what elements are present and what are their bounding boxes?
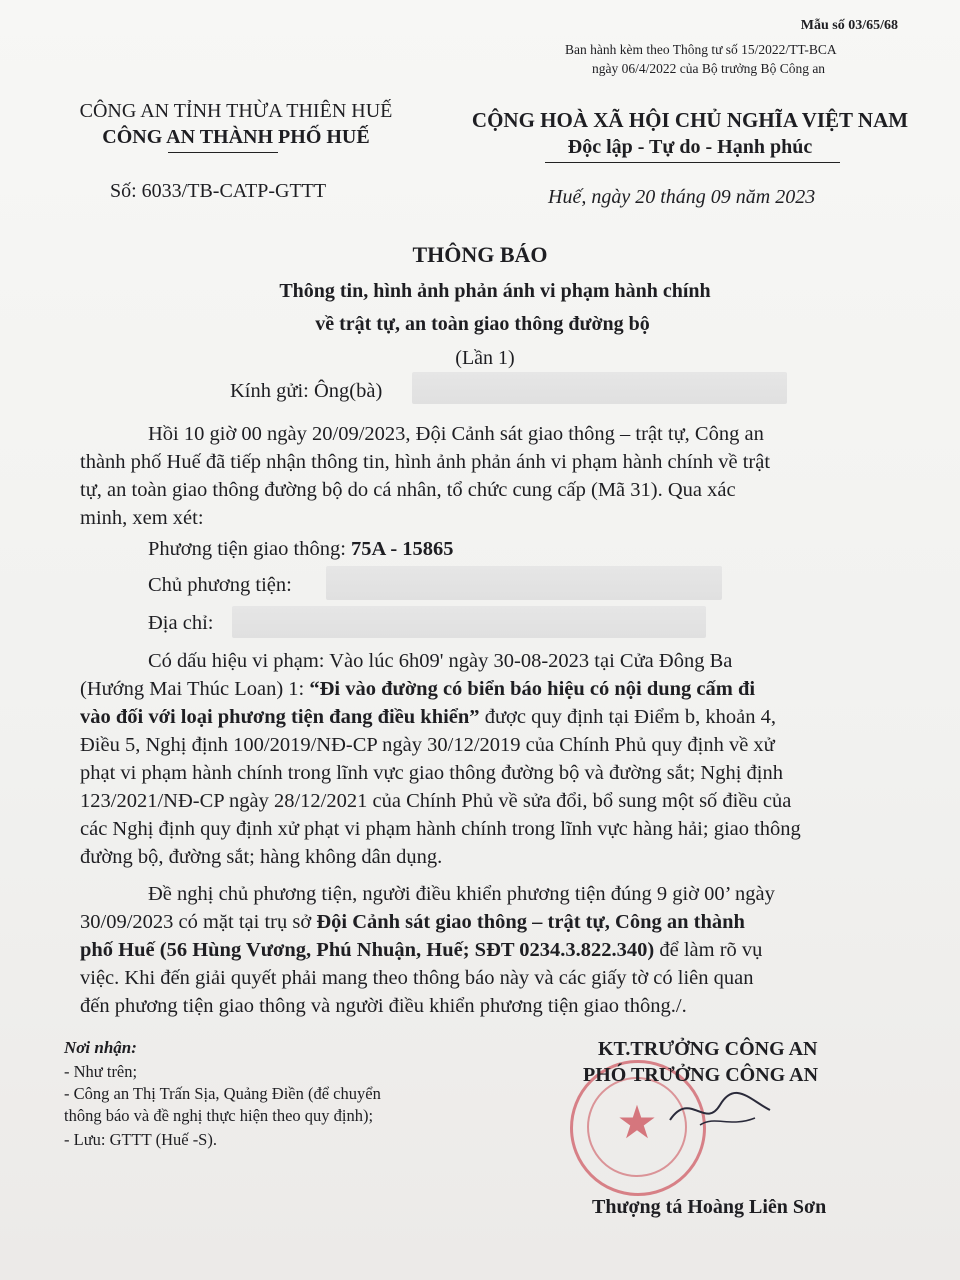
intro-line: minh, xem xét: (80, 507, 204, 529)
violation-line: Có dấu hiệu vi phạm: Vào lúc 6h09' ngày 30-08-2023 tại Cửa Đông Ba (148, 650, 733, 672)
intro-line: Hồi 10 giờ 00 ngày 20/09/2023, Đội Cảnh sát giao thông – trật tự, Công an (148, 423, 764, 445)
agency-underline (168, 152, 278, 153)
violation-regulation: được quy định tại Điểm b, khoản 4, (479, 706, 776, 728)
redacted-name (412, 372, 787, 404)
request-purpose: để làm rõ vụ (654, 939, 763, 961)
signature-title-2: PHÓ TRƯỞNG CÔNG AN (583, 1064, 819, 1086)
violation-line: đường bộ, đường sắt; hàng không dân dụng. (80, 846, 443, 868)
address-label: Địa chỉ: (148, 612, 214, 634)
violation-line: phạt vi phạm hành chính trong lĩnh vực giao thông đường bộ và đường sắt; Nghị định (80, 762, 783, 784)
agency-name: CÔNG AN THÀNH PHỐ HUẾ (102, 126, 370, 148)
document-number: Số: 6033/TB-CATP-GTTT (110, 180, 327, 202)
violation-offense: “Đi vào đường có biển báo hiệu có nội dung cấm đi (309, 678, 756, 700)
request-date: 30/09/2023 có mặt tại trụ sở (80, 911, 317, 933)
recipient-line: thông báo và đề nghị thực hiện theo quy định); (64, 1106, 374, 1125)
violation-line: các Nghị định quy định xử phạt vi phạm hành chính trong lĩnh vực hàng hải; giao thông (80, 818, 801, 840)
violation-line (80, 678, 755, 701)
signer-name: Thượng tá Hoàng Liên Sơn (592, 1196, 827, 1218)
national-motto: Độc lập - Tự do - Hạnh phúc (567, 136, 813, 158)
violation-line: 123/2021/NĐ-CP ngày 28/12/2021 của Chính Phủ về sửa đổi, bổ sung một số điều của (80, 790, 792, 812)
violation-location: (Hướng Mai Thúc Loan) 1: (80, 678, 310, 700)
attempt-number: (Lần 1) (455, 347, 515, 369)
request-office-address: phố Huế (56 Hùng Vương, Phú Nhuận, Huế; SĐT 0234.3.822.340) (80, 939, 655, 961)
agency-parent: CÔNG AN TỈNH THỪA THIÊN HUẾ (79, 100, 393, 122)
place-date: Huế, ngày 20 tháng 09 năm 2023 (548, 186, 816, 208)
redacted-owner (326, 566, 722, 600)
redacted-address (232, 606, 706, 638)
document-subtitle-1: Thông tin, hình ảnh phản ánh vi phạm hành chính (279, 280, 711, 302)
vehicle-line (148, 538, 454, 561)
document-subtitle-2: về trật tự, an toàn giao thông đường bộ (315, 313, 650, 335)
recipient-line: - Công an Thị Trấn Sịa, Quảng Điền (để chuyển (64, 1084, 381, 1103)
intro-line: thành phố Huế đã tiếp nhận thông tin, hình ảnh phản ánh vi phạm hành chính về trật (80, 451, 771, 473)
request-line (80, 939, 762, 962)
seal-star-icon: ★ (616, 1095, 658, 1149)
vehicle-label: Phương tiện giao thông: (148, 538, 352, 560)
intro-line: tự, an toàn giao thông đường bộ do cá nhân, tổ chức cung cấp (Mã 31). Qua xác (80, 479, 736, 501)
national-title: CỘNG HOÀ XÃ HỘI CHỦ NGHĨA VIỆT NAM (471, 108, 909, 132)
form-issued-line-2: ngày 06/4/2022 của Bộ trưởng Bộ Công an (592, 61, 826, 76)
recipients-heading: Nơi nhận: (64, 1038, 137, 1057)
request-line (80, 911, 745, 934)
violation-line (80, 706, 776, 729)
violation-line: Điều 5, Nghị định 100/2019/NĐ-CP ngày 30/12/2019 của Chính Phủ quy định về xử (80, 734, 775, 756)
violation-offense: vào đối với loại phương tiện đang điều khiển” (80, 706, 480, 728)
request-line: việc. Khi đến giải quyết phải mang theo thông báo này và các giấy tờ có liên quan (80, 967, 754, 989)
document-title: THÔNG BÁO (412, 242, 548, 267)
vehicle-plate: 75A - 15865 (351, 538, 454, 560)
request-office: Đội Cảnh sát giao thông – trật tự, Công an thành (316, 911, 745, 933)
motto-underline (545, 162, 840, 163)
signature-title-1: KT.TRƯỞNG CÔNG AN (598, 1038, 818, 1060)
request-line: Đề nghị chủ phương tiện, người điều khiển phương tiện đúng 9 giờ 00’ ngày (148, 883, 775, 905)
recipient-line: - Lưu: GTTT (Huế -S). (64, 1130, 217, 1149)
greeting: Kính gửi: Ông(bà) (230, 380, 383, 402)
form-number: Mẫu số 03/65/68 (800, 18, 898, 33)
request-line: đến phương tiện giao thông và người điều khiển phương tiện giao thông./. (80, 995, 687, 1017)
form-issued-line-1: Ban hành kèm theo Thông tư số 15/2022/TT-BCA (565, 42, 837, 57)
owner-label: Chủ phương tiện: (148, 574, 292, 596)
handwritten-signature (660, 1080, 780, 1140)
recipient-line: - Như trên; (64, 1062, 138, 1081)
